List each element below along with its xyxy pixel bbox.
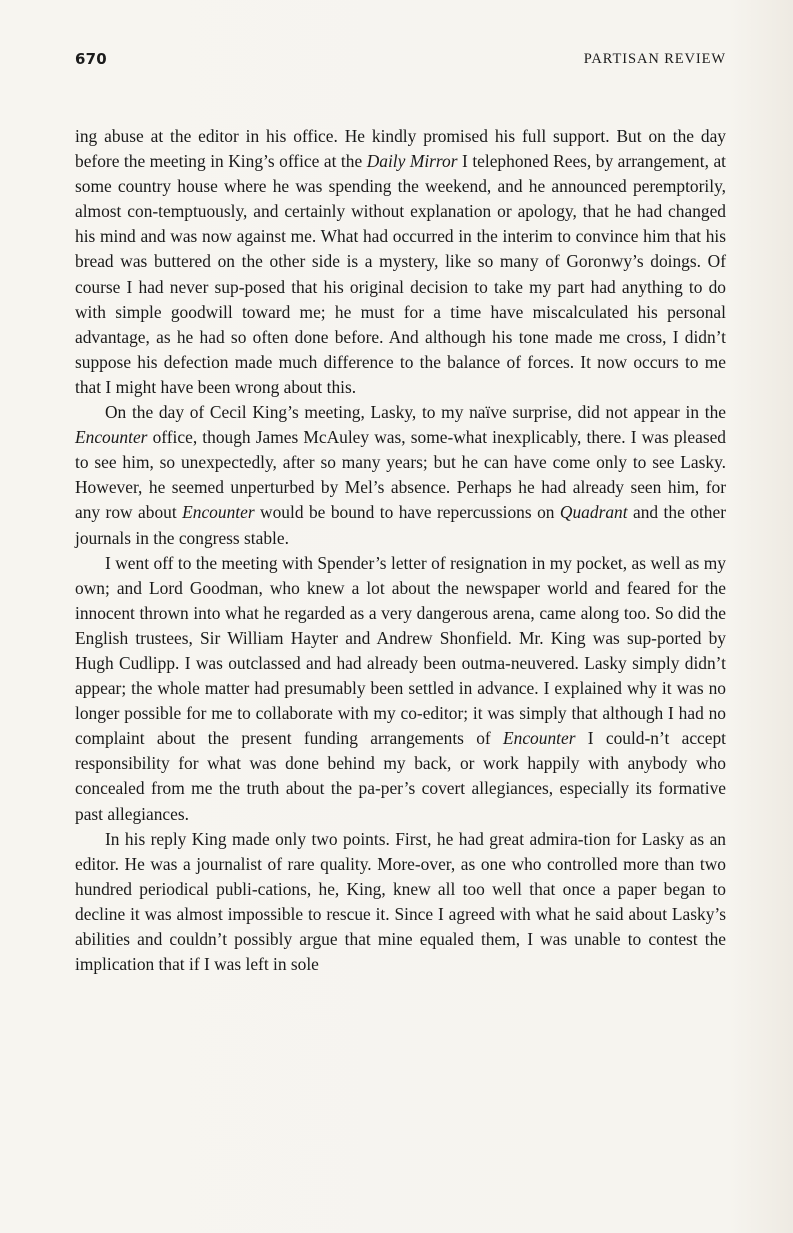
page-number: 670 [75, 50, 107, 68]
running-head: PARTISAN REVIEW [583, 51, 726, 67]
text-run: On the day of Cecil King’s meeting, Lasky, to my naïve surprise, did not appear in the [105, 402, 726, 423]
italic-title: Daily Mirror [366, 151, 458, 172]
italic-title: Encounter [503, 728, 576, 749]
text-run: In his reply King made only two points. First, he had great admira-tion for Lasky as an editor. He was a journalist of rare quality. More-over, as one who controlled more than two hundred periodical publi-cations, he, King, knew all too well that once a paper began to decline it was almost impossible to rescue it. Since I agreed with what he said about Lasky’s abilities and couldn’t possibly argue that mine equaled them, I was unable to contest the implication that if I was left in sole [75, 828, 726, 975]
page-header [75, 50, 726, 74]
text-run: I went off to the meeting with Spender’s letter of resignation in my pocket, as well as my own; and Lord Goodman, who knew a lot about the newspaper world and feared for the innocent thrown into what he regarded as a very dangerous arena, came along too. So did the English trustees, Sir William Hayter and Andrew Shonfield. Mr. King was sup-ported by Hugh Cudlipp. I was outclassed and had already been outma-neuvered. Lasky simply didn’t appear; the whole matter had presumably been settled in advance. I explained why it was no longer possible for me to collaborate with my co-editor; it was simply that although I had no complaint about the present funding arrangements of [75, 552, 726, 749]
text-run: I telephoned Rees, by arrangement, at some country house where he was spending the weekend, and he announced peremptorily, almost con-temptuously, and certainly without explanation or apology, that he had changed his mind and was now against me. What had occurred in the interim to convince him that his bread was buttered on the other side is a mystery, like so many of Goronwy’s doings. Of course I had never sup-posed that his original decision to take my part had anything to do with simple goodwill toward me; he must for a time have miscalculated his personal advantage, as he had so often done before. And although his tone made me cross, I didn’t suppose his defection made much difference to the balance of forces. It now occurs to me that I might have been wrong about this. [75, 151, 726, 397]
text-run: office, though James McAuley was, some-what inexplicably, there. I was pleased to see him, so unexpectedly, after so many years; but he can have come only to see Lasky. However, he seemed unperturbed by Mel’s absence. Perhaps he had already seen him, for any row about [75, 427, 726, 523]
paragraph [75, 400, 726, 551]
body-text [75, 124, 726, 977]
paragraph [75, 124, 726, 400]
italic-title: Encounter [75, 427, 148, 448]
paragraph [75, 827, 726, 978]
text-run: I could-n’t accept responsibility for what was done behind my back, or work happily with anybody who concealed from me the truth about the pa-per’s covert allegiances, especially its formative past allegiances. [75, 728, 726, 824]
paragraph [75, 551, 726, 827]
text-run: would be bound to have repercussions on [254, 502, 560, 523]
text-run: ing abuse at the editor in his office. He kindly promised his full support. But on the day before the meeting in King’s office at the [75, 126, 726, 172]
italic-title: Quadrant [559, 502, 628, 523]
italic-title: Encounter [182, 502, 255, 523]
text-run: and the other journals in the congress stable. [75, 502, 726, 548]
